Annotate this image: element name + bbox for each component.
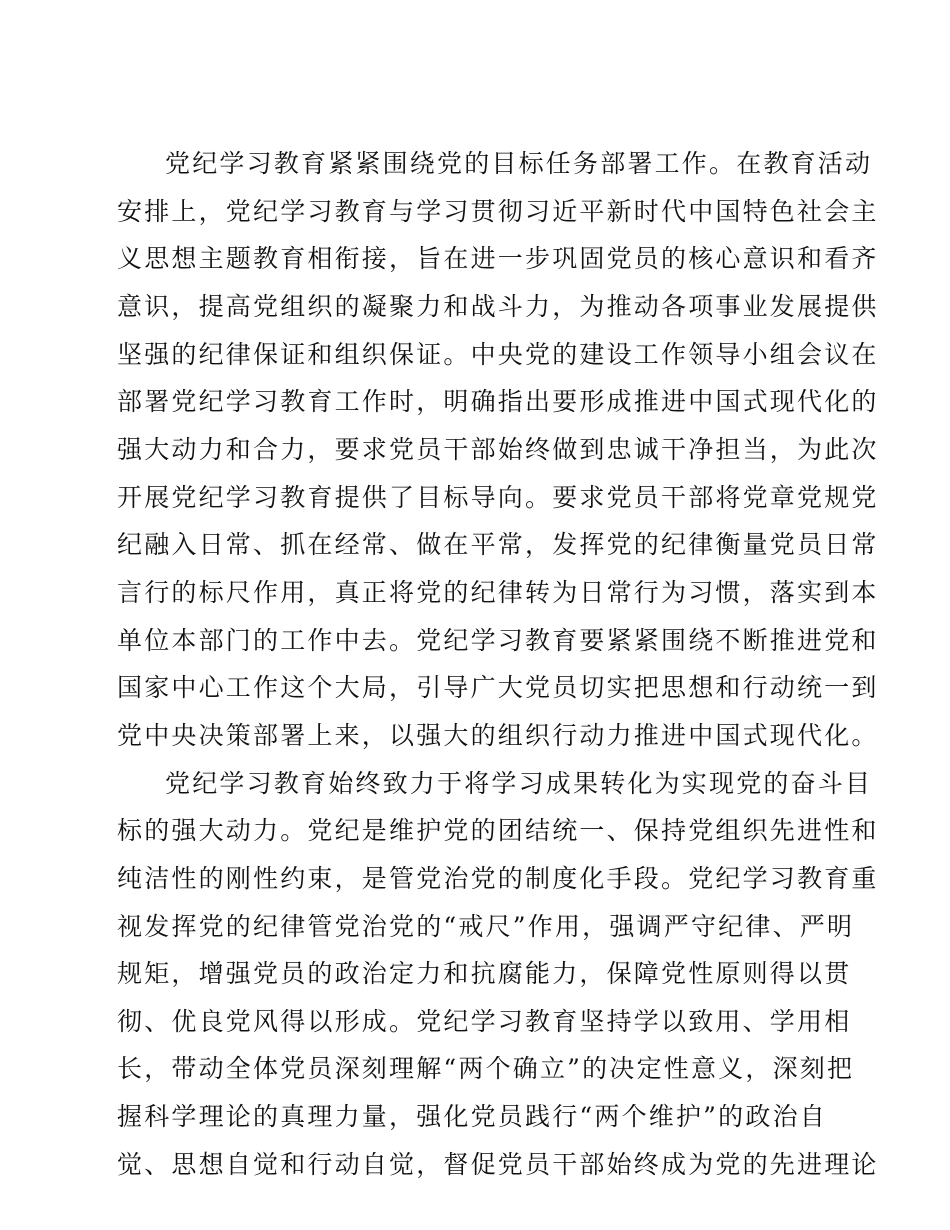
text-line: 坚强的纪律保证和组织保证。中央党的建设工作领导小组会议在 (117, 339, 879, 369)
text-line: 国家中心工作这个大局，引导广大党员切实把思想和行动统一到 (117, 673, 879, 703)
text-line: 觉、思想自觉和行动自觉，督促党员干部始终成为党的先进理论 (117, 1149, 879, 1179)
text-line: 安排上，党纪学习教育与学习贯彻习近平新时代中国特色社会主 (117, 196, 879, 226)
text-line: 握科学理论的真理力量，强化党员践行“两个维护”的政治自 (117, 1102, 827, 1132)
text-line: 彻、优良党风得以形成。党纪学习教育坚持学以致用、学用相 (117, 1006, 852, 1036)
body-text (117, 140, 879, 1188)
text-line: 视发挥党的纪律管党治党的“戒尺”作用，强调严守纪律、严明 (117, 911, 855, 941)
text-line: 纪融入日常、抓在经常、做在平常，发挥党的纪律衡量党员日常 (117, 530, 879, 560)
text-line: 党纪学习教育始终致力于将学习成果转化为实现党的奋斗目 (165, 768, 873, 798)
text-line: 党中央决策部署上来，以强大的组织行动力推进中国式现代化。 (117, 720, 879, 750)
text-line: 强大动力和合力，要求党员干部始终做到忠诚干净担当，为此次 (117, 434, 879, 464)
text-line: 标的强大动力。党纪是维护党的团结统一、保持党组织先进性和 (117, 816, 879, 846)
text-line: 义思想主题教育相衔接，旨在进一步巩固党员的核心意识和看齐 (117, 244, 879, 274)
text-line: 规矩，增强党员的政治定力和抗腐能力，保障党性原则得以贯 (117, 959, 852, 989)
text-line: 长，带动全体党员深刻理解“两个确立”的决定性意义，深刻把 (117, 1054, 855, 1084)
text-line: 党纪学习教育紧紧围绕党的目标任务部署工作。在教育活动 (165, 149, 873, 178)
text-line: 单位本部门的工作中去。党纪学习教育要紧紧围绕不断推进党和 (117, 625, 879, 655)
text-line: 纯洁性的刚性约束，是管党治党的制度化手段。党纪学习教育重 (117, 863, 879, 893)
text-line: 部署党纪学习教育工作时，明确指出要形成推进中国式现代化的 (117, 387, 879, 417)
text-line: 意识，提高党组织的凝聚力和战斗力，为推动各项事业发展提供 (117, 291, 879, 321)
text-line: 开展党纪学习教育提供了目标导向。要求党员干部将党章党规党 (117, 482, 879, 512)
text-line: 言行的标尺作用，真正将党的纪律转为日常行为习惯，落实到本 (117, 577, 879, 607)
